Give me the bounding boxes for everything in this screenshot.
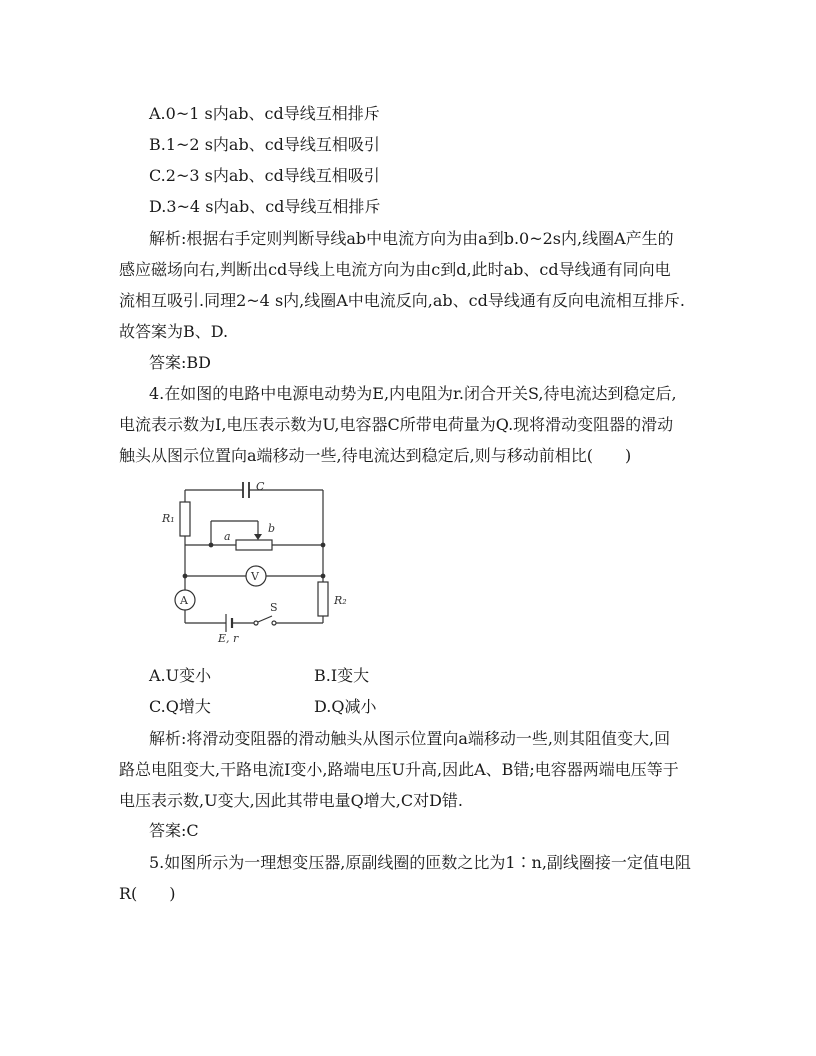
q4-option-a: A.U变小 [149,666,212,685]
q5-stem-line: 5.如图所示为一理想变压器,原副线圈的匝数之比为1∶n,副线圈接一定值电阻 [149,853,691,872]
q4-analysis-line: 路总电阻变大,干路电流I变小,路端电压U升高,因此A、B错;电容器两端电压等于 [119,760,679,779]
q4-option-d: D.Q减小 [314,697,377,716]
voltmeter-label: V [251,570,259,583]
q5-stem [119,847,719,909]
q4-analysis-line: 电压表示数,U变大,因此其带电量Q增大,C对D错. [119,791,464,810]
r2-label: R₂ [334,594,347,607]
capacitor-label: C [256,480,265,493]
q3-option-b: B.1~2 s内ab、cd导线互相吸引 [149,135,380,154]
q4-analysis [119,723,719,816]
q3-analysis-line: 感应磁场向右,判断出cd导线上电流方向为由c到d,此时ab、cd导线通有同向电 [119,260,671,279]
q3-analysis-line: 流相互吸引.同理2~4 s内,线圈A中电流反向,ab、cd导线通有反向电流相互排斥. [119,291,685,310]
q4-stem [119,378,719,471]
q3-analysis-line: 解析:根据右手定则判断导线ab中电流方向为由a到b.0~2s内,线圈A产生的 [149,229,674,248]
r1-label: R₁ [162,512,175,525]
q4-option-c: C.Q增大 [149,697,211,716]
q3-analysis-line: 故答案为B、D. [119,322,229,341]
switch-label: S [270,601,278,614]
ammeter-label: A [180,594,188,607]
rheostat-a-label: a [224,530,231,543]
battery-label: E, r [218,632,239,645]
rheostat-b-label: b [268,522,276,535]
q4-option-b: B.I变大 [314,666,370,685]
q4-stem-line: 4.在如图的电路中电源电动势为E,内电阻为r.闭合开关S,待电流达到稳定后, [149,384,677,403]
q4-stem-line: 触头从图示位置向a端移动一些,待电流达到稳定后,则与移动前相比( ) [119,446,632,465]
circuit-diagram [150,470,370,645]
q4-answer: 答案:C [149,821,199,840]
q3-analysis [119,223,719,347]
q3-option-d: D.3~4 s内ab、cd导线互相排斥 [149,197,381,216]
q4-analysis-line: 解析:将滑动变阻器的滑动触头从图示位置向a端移动一些,则其阻值变大,回 [149,729,671,748]
q3-answer: 答案:BD [149,353,211,372]
q3-option-a: A.0~1 s内ab、cd导线互相排斥 [149,104,380,123]
q4-stem-line: 电流表示数为I,电压表示数为U,电容器C所带电荷量为Q.现将滑动变阻器的滑动 [119,415,674,434]
q3-option-c: C.2~3 s内ab、cd导线互相吸引 [149,166,380,185]
q5-stem-line: R( ) [119,884,176,903]
